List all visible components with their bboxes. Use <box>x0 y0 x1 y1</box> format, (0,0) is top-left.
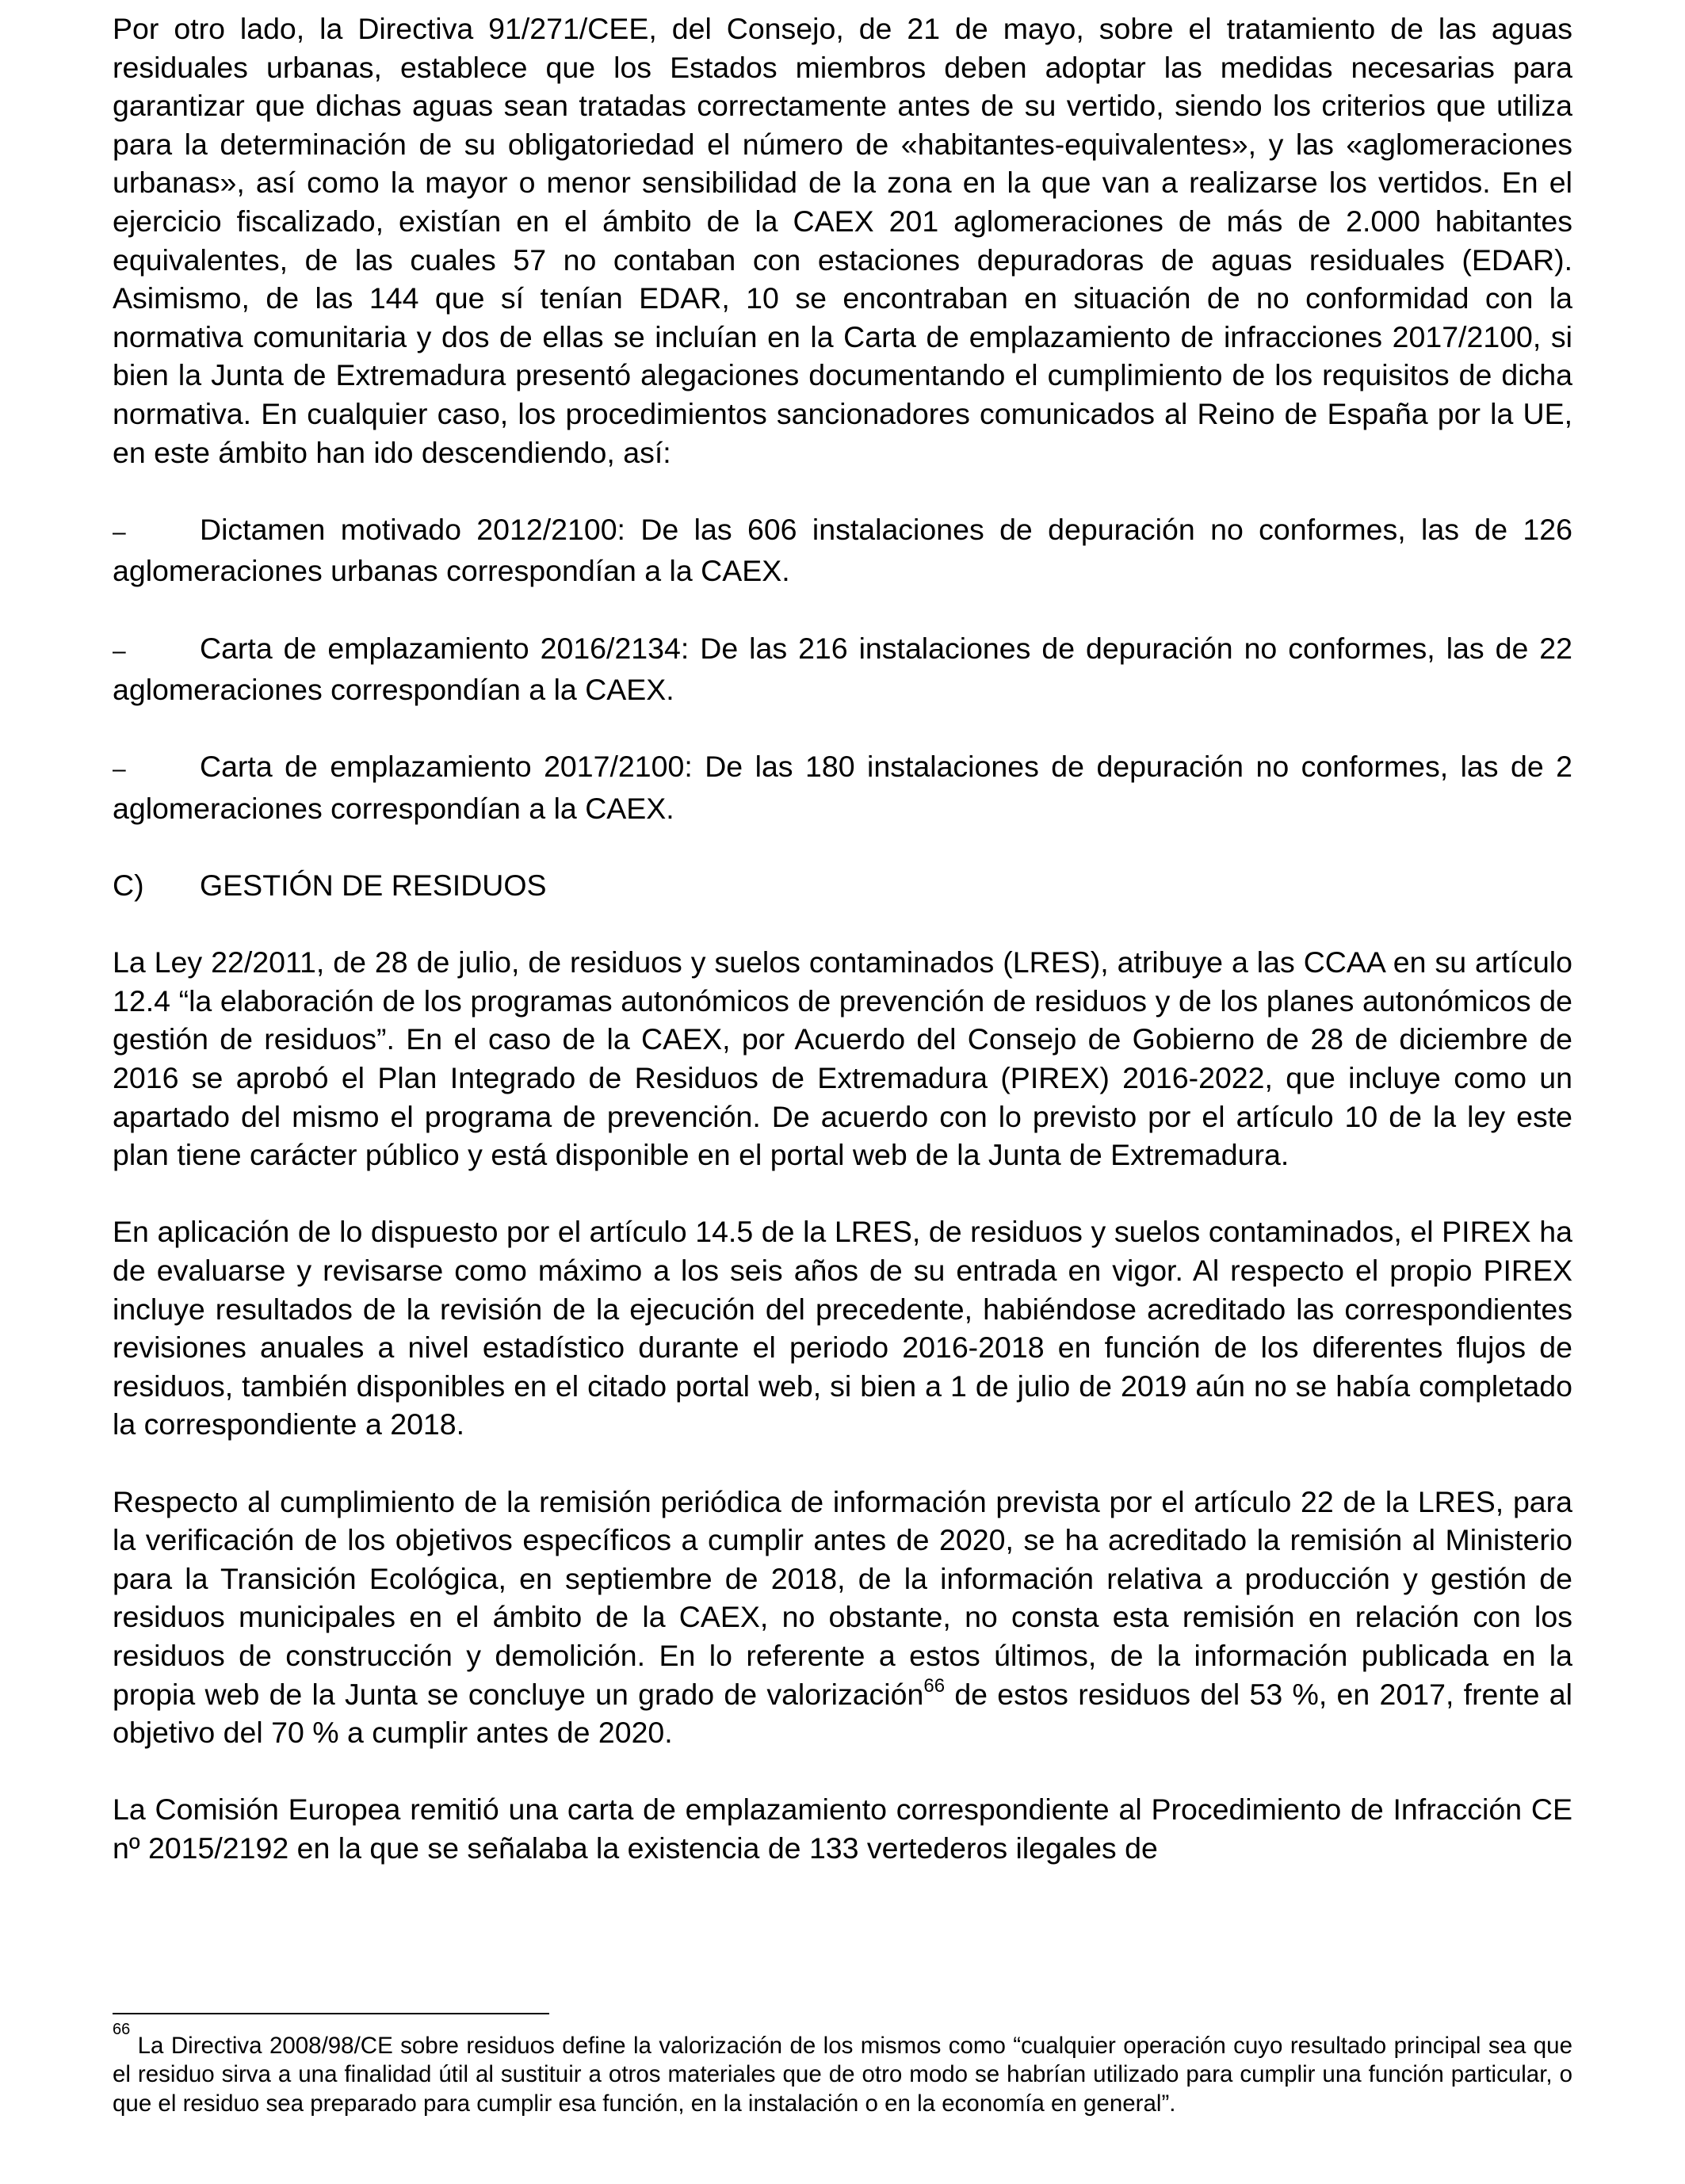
list-item-dictamen-2012 <box>113 510 1572 590</box>
paragraph-ley-residuos: La Ley 22/2011, de 28 de julio, de residuos y suelos contaminados (LRES), atribuye a las CCAA en su artículo 12.4 “la elaboración de los programas autonómicos de prevención de residuos y de los planes autonómicos de gestión de residuos”. En el caso de la CAEX, por Acuerdo del Consejo de Gobierno de 28 de diciembre de 2016 se aprobó el Plan Integrado de Residuos de Extremadura (PIREX) 2016-2022, que incluye como un apartado del mismo el programa de prevención. De acuerdo con lo previsto por el artículo 10 de la ley este plan tiene carácter público y está disponible en el portal web de la Junta de Extremadura. <box>113 945 1572 1172</box>
dash-bullet: – <box>113 637 126 664</box>
paragraph-aguas-residuales: Por otro lado, la Directiva 91/271/CEE, del Consejo, de 21 de mayo, sobre el tratamiento de las aguas residuales urbanas, establece que los Estados miembros deben adoptar las medidas necesarias para garantizar que dichas aguas sean tratadas correctamente antes de su vertido, siendo los criterios que utiliza para la determinación de su obligatoriedad el número de «habitantes-equivalentes», y las «aglomeraciones urbanas», así como la mayor o menor sensibilidad de la zona en la que van a realizarse los vertidos. En el ejercicio fiscalizado, existían en el ámbito de la CAEX 201 aglomeraciones de más de 2.000 habitantes equivalentes, de las cuales 57 no contaban con estaciones depuradoras de aguas residuales (EDAR). Asimismo, de las 144 que sí tenían EDAR, 10 se encontraban en situación de no conformidad con la normativa comunitaria y dos de ellas se incluían en la Carta de emplazamiento de infracciones 2017/2100, si bien la Junta de Extremadura presentó alegaciones documentando el cumplimiento de los requisitos de dicha normativa. En cualquier caso, los procedimientos sancionadores comunicados al Reino de España por la UE, en este ámbito han ido descendiendo, así: <box>113 12 1572 469</box>
section-heading <box>113 866 1572 905</box>
dash-bullet: – <box>113 518 126 545</box>
section-heading-letter: C) <box>113 869 144 903</box>
footnote-separator <box>113 2013 549 2014</box>
list-item-text: Carta de emplazamiento 2016/2134: De las 216 instalaciones de depuración no conformes, las de 22 aglomeraciones correspondían a la CAEX. <box>113 631 1572 707</box>
dash-bullet: – <box>113 756 126 783</box>
footnote-reference[interactable]: 66 <box>923 1675 946 1697</box>
paragraph-text: Respecto al cumplimiento de la remisión periódica de información prevista por el artículo 22 de la LRES, para la verificación de los objetivos específicos a cumplir antes de 2020, se ha acreditado la remisión al Ministerio para la Transición Ecológica, en septiembre de 2018, de la información relativa a producción y gestión de residuos municipales en el ámbito de la CAEX, no obstante, no consta esta remisión en relación con los residuos de construcción y demolición. En lo referente a estos últimos, de la información publicada en la propia web de la Junta se concluye un grado de valorización <box>113 1484 1572 1711</box>
paragraph-pirex-evaluacion: En aplicación de lo dispuesto por el artículo 14.5 de la LRES, de residuos y suelos contaminados, el PIREX ha de evaluarse y revisarse como máximo a los seis años de su entrada en vigor. Al respecto el propio PIREX incluye resultados de la revisión de la ejecución del precedente, habiéndose acreditado las correspondientes revisiones anuales a nivel estadístico durante el periodo 2016-2018 en función de los diferentes flujos de residuos, también disponibles en el citado portal web, si bien a 1 de julio de 2019 aún no se había completado la correspondiente a 2018. <box>113 1215 1572 1441</box>
footnote <box>113 2021 1572 2118</box>
footnote-number: 66 <box>113 2021 131 2038</box>
paragraph-text: de estos residuos del 53 %, en 2017, frente al objetivo del 70 % a cumplir antes de 2020. <box>113 1677 1572 1750</box>
section-heading-text: GESTIÓN DE RESIDUOS <box>200 869 547 903</box>
footnote-text: La Directiva 2008/98/CE sobre residuos define la valorización de los mismos como “cualquier operación cuyo resultado principal sea que el residuo sirva a una finalidad útil al sustituir a otros materiales que de otro modo se habrían utilizado para cumplir una función particular, o que el residuo sea preparado para cumplir esa función, en la instalación o en la economía en general”. <box>113 2033 1572 2117</box>
list-item-carta-2017 <box>113 747 1572 827</box>
list-item-text: Carta de emplazamiento 2017/2100: De las 180 instalaciones de depuración no conformes, las de 2 aglomeraciones correspondían a la CAEX. <box>113 750 1572 825</box>
list-item-carta-2016 <box>113 629 1572 709</box>
document-body <box>113 10 1572 1868</box>
paragraph-remision-informacion <box>113 1483 1572 1752</box>
paragraph-comision-europea: La Comisión Europea remitió una carta de emplazamiento correspondiente al Procedimiento de Infracción CE nº 2015/2192 en la que se señalaba la existencia de 133 vertederos ilegales de <box>113 1793 1572 1865</box>
list-item-text: Dictamen motivado 2012/2100: De las 606 instalaciones de depuración no conformes, las de 126 aglomeraciones urbanas correspondían a la CAEX. <box>113 512 1572 588</box>
